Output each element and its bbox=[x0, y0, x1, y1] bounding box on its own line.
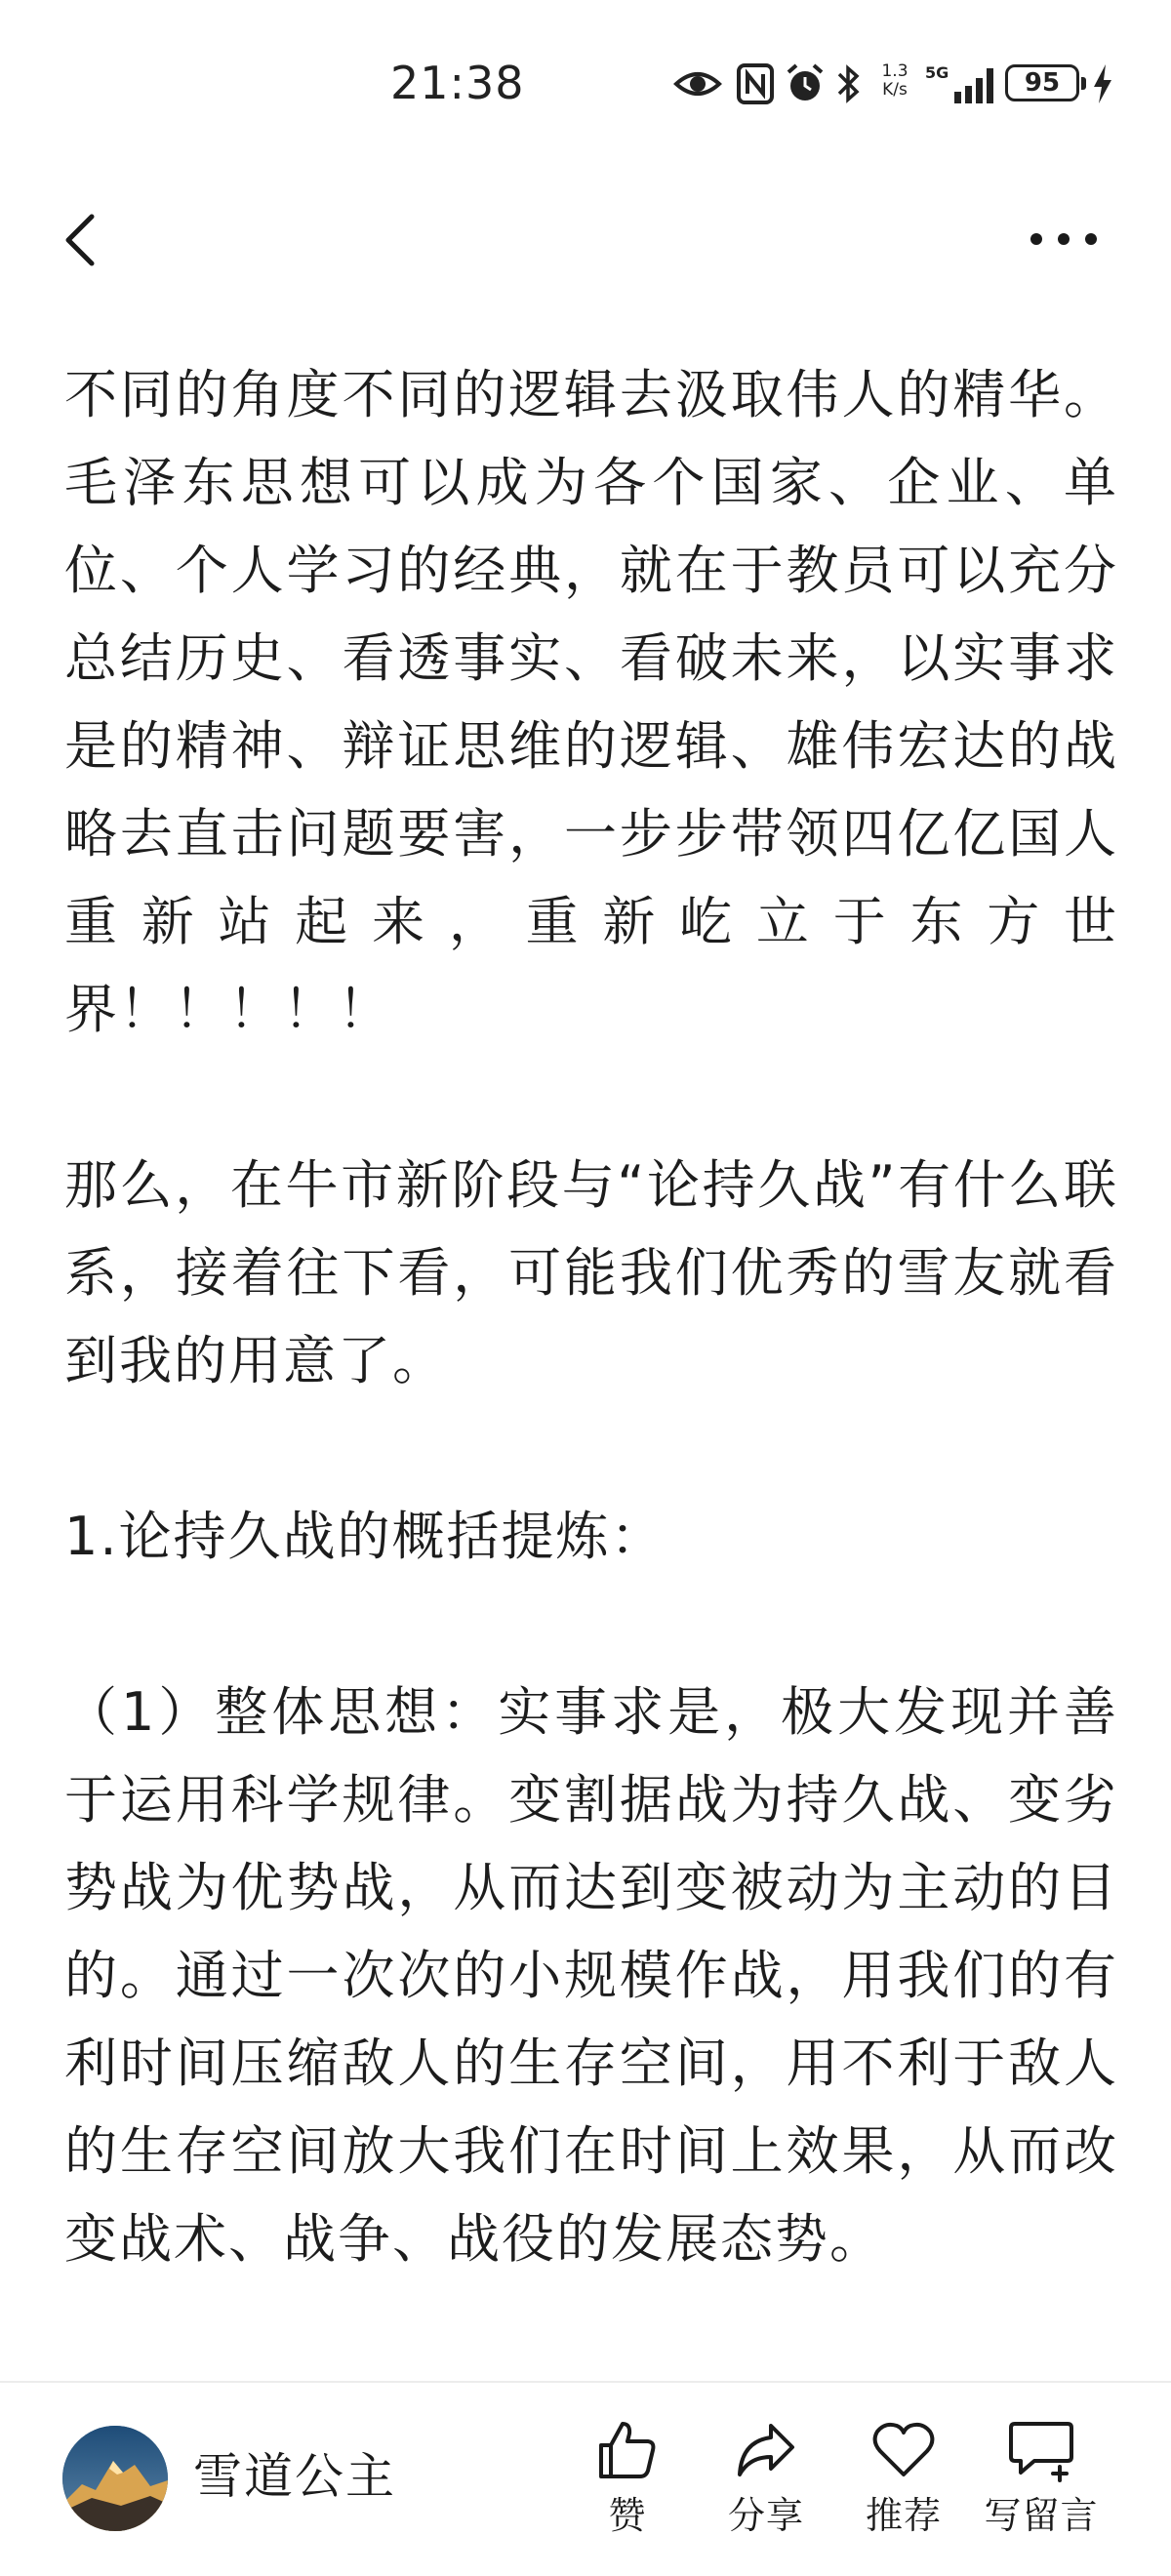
thumbs-up-icon bbox=[595, 2418, 660, 2482]
svg-text:5G: 5G bbox=[925, 63, 949, 82]
network-speed-value: 1.3 bbox=[881, 61, 909, 81]
charging-icon bbox=[1091, 62, 1114, 109]
more-dots-icon bbox=[1025, 220, 1103, 259]
more-button[interactable] bbox=[1025, 220, 1103, 259]
like-label: 赞 bbox=[608, 2494, 647, 2537]
article-body bbox=[64, 351, 1118, 2283]
eye-icon bbox=[673, 64, 722, 107]
share-button[interactable] bbox=[703, 2418, 829, 2555]
status-bar bbox=[0, 0, 1171, 176]
signal-icon bbox=[925, 62, 999, 109]
share-arrow-icon bbox=[734, 2418, 798, 2482]
comment-plus-icon bbox=[1007, 2418, 1075, 2482]
alarm-icon bbox=[785, 62, 826, 109]
article-paragraph: 不同的角度不同的逻辑去汲取伟人的精华。毛泽东思想可以成为各个国家、企业、单位、个人学习的经典，就在于教员可以充分总结历史、看透事实、看破未来，以实事求是的精神、辩证思维的逻辑、雄伟宏达的战略去直击问题要害，一步步带领四亿亿国人重新站起来，重新屹立于东方世界！！！！！ bbox=[64, 364, 1118, 1040]
share-label: 分享 bbox=[727, 2494, 804, 2537]
back-button[interactable] bbox=[57, 203, 115, 277]
like-button[interactable] bbox=[564, 2418, 691, 2555]
author-name[interactable]: 雪道公主 bbox=[193, 2448, 396, 2505]
recommend-button[interactable] bbox=[840, 2418, 967, 2555]
chevron-left-icon bbox=[57, 203, 115, 277]
network-speed-unit: K/s bbox=[882, 80, 908, 100]
recommend-label: 推荐 bbox=[865, 2494, 942, 2537]
status-icons bbox=[673, 60, 1132, 109]
bottom-action-bar bbox=[0, 2383, 1171, 2576]
avatar[interactable] bbox=[62, 2426, 168, 2531]
mountain-avatar-image bbox=[62, 2426, 168, 2531]
article-paragraph: （1）整体思想：实事求是，极大发现并善于运用科学规律。变割据战为持久战、变劣势战为优势战，从而达到变被动为主动的目的。通过一次次的小规模作战，用我们的有利时间压缩敌人的生存空间，用不利于敌人的生存空间放大我们在时间上效果，从而改变战术、战争、战役的发展态势。 bbox=[64, 1681, 1118, 2270]
write-comment-button[interactable] bbox=[978, 2418, 1105, 2555]
bluetooth-icon bbox=[833, 62, 863, 109]
article-paragraph: 1.论持久战的概括提炼： bbox=[64, 1506, 666, 1567]
network-speed bbox=[870, 62, 919, 100]
nfc-icon bbox=[736, 62, 775, 109]
heart-icon bbox=[871, 2418, 936, 2482]
status-time: 21:38 bbox=[390, 57, 525, 109]
comment-label: 写留言 bbox=[984, 2494, 1099, 2537]
battery-icon: 95 bbox=[1005, 64, 1079, 101]
article-paragraph: 那么，在牛市新阶段与“论持久战”有什么联系，接着往下看，可能我们优秀的雪友就看到我的用意了。 bbox=[64, 1154, 1118, 1391]
